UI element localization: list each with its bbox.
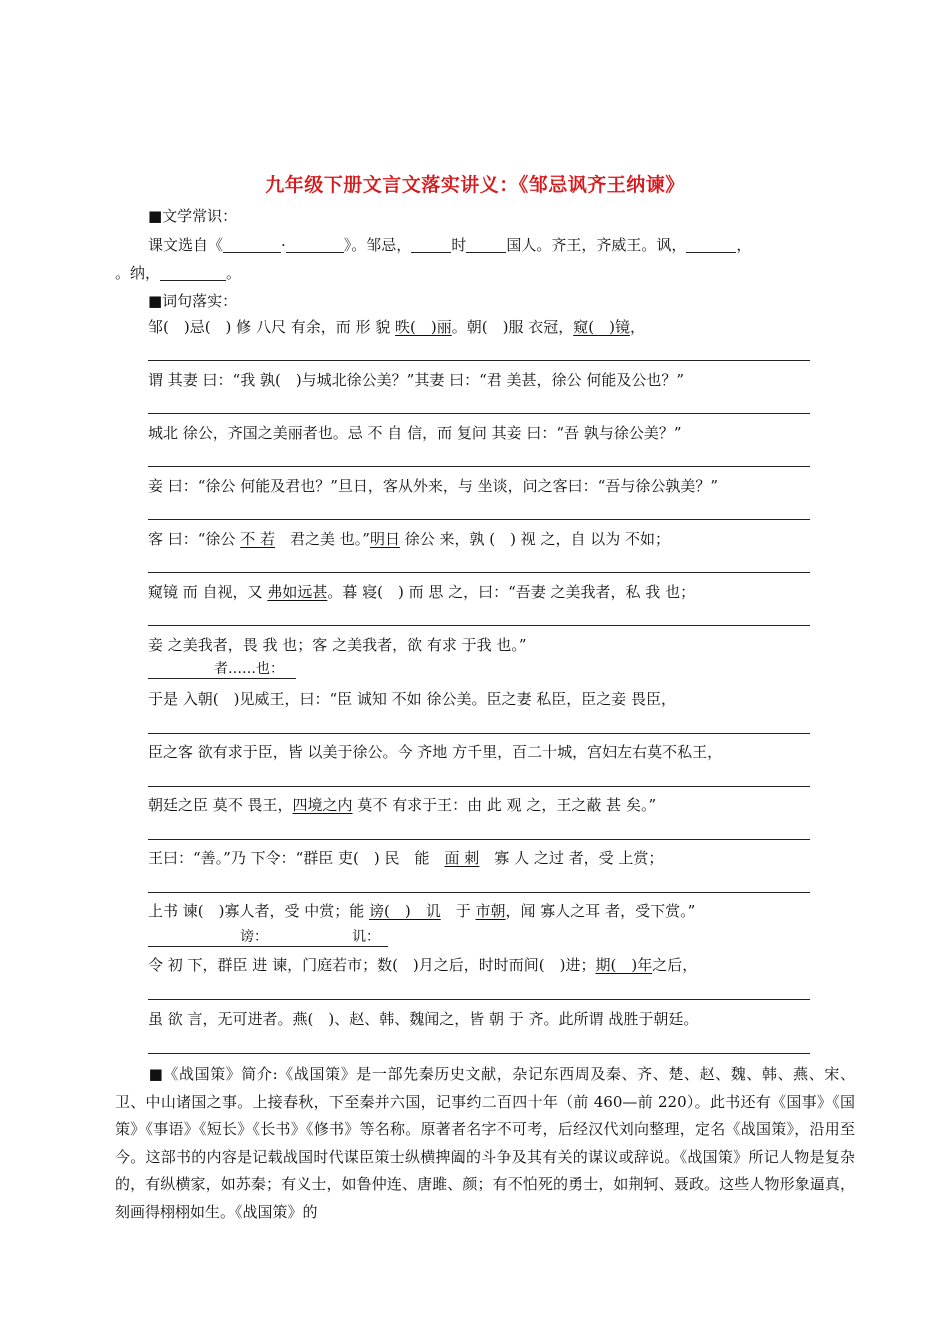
literature-line-1: 课文选自《 · 》。邹忌， 时 国人。齐王，齐威王。讽， ，	[148, 236, 752, 254]
answer-rule	[148, 733, 810, 734]
text-line-14: 虽 欲 言，无可进者。燕( )、赵、韩、魏闻之，皆 朝 于 齐。此所谓 战胜于朝廷。	[148, 1010, 699, 1028]
text-line-1: 邹( )忌( ) 修 八尺 有余，而 形 貌 昳( )丽。朝( )服 衣冠，窥( )镜，	[148, 318, 645, 336]
answer-rule	[148, 1053, 810, 1054]
answer-rule	[148, 625, 810, 626]
text-line-4: 妾 曰：“徐公 何能及君也？”旦日，客从外来，与 坐谈，问之客曰：“吾与徐公孰美？”	[148, 477, 718, 495]
answer-rule	[148, 413, 810, 414]
text-line-2: 谓 其妻 曰：“我 孰( )与城北徐公美？”其妻 曰：“君 美甚，徐公 何能及公也？”	[148, 371, 684, 389]
answer-rule	[148, 519, 810, 520]
answer-rule	[148, 572, 810, 573]
blank-state	[466, 237, 506, 253]
answer-rule	[148, 999, 810, 1000]
blank-era	[411, 237, 451, 253]
section-literature-heading: ■文学常识：	[148, 207, 238, 225]
blank-chapter	[286, 237, 344, 253]
text-line-5: 客 曰：“徐公 不 若 君之美 也。”明日 徐公 来，孰 ( ) 视 之，自 以为 不如；	[148, 530, 671, 548]
zhanguoce-intro-paragraph: ■《战国策》简介:《战国策》是一部先秦历史文献，杂记东西周及秦、齐、楚、赵、魏、韩、燕、宋、卫、中山诸国之事。上接春秋，下至秦并六国，记事约二百四十年（前 460—前 220）。此书还有《国事》《国策》《事语》《短长》《长书》《修书》等名称。原著者名字不可考，后经汉代刘向整理，定名《战国策》，沿用至今。这部书的内容是记载战国时代谋臣策士纵横捭阖的斗争及其有关的谋议或辞说。《战国策》所记人物是复杂的，有纵横家，如苏秦；有义士，如鲁仲连、唐雎、颜；有不怕死的勇士，如荆轲、聂政。这些人物形象逼真，刻画得栩栩如生。《战国策》的	[115, 1065, 855, 1221]
answer-rule	[148, 360, 810, 361]
note-zhe-ye: 者……也：	[148, 660, 296, 679]
answer-rule	[148, 892, 810, 893]
note-bang-ji: 谤： 讥：	[148, 928, 388, 947]
blank-book	[223, 237, 281, 253]
text-line-12: 上书 谏( )寡人者，受 中赏；能 谤( ) 讥 于 市朝，闻 寡人之耳 者，受下赏。”	[148, 902, 696, 920]
text-line-3: 城北 徐公，齐国之美丽者也。忌 不 自 信，而 复问 其妾 曰：“吾 孰与徐公美？”	[148, 424, 682, 442]
text-line-10: 朝廷之臣 莫不 畏王，四境之内 莫不 有求于王：由 此 观 之，王之蔽 甚 矣。”	[148, 796, 657, 814]
page-title: 九年级下册文言文落实讲义：《邹忌讽齐王纳谏》	[265, 174, 685, 196]
answer-rule	[148, 839, 810, 840]
answer-rule	[148, 466, 810, 467]
text-line-7: 妾 之美我者，畏 我 也；客 之美我者，欲 有求 于我 也。”	[148, 636, 527, 654]
text-line-6: 窥镜 而 自视，又 弗如远甚。暮 寝( ) 而 思 之，曰：“吾妻 之美我者，私 我 也；	[148, 583, 696, 601]
text-line-13: 令 初 下，群臣 进 谏，门庭若市；数( )月之后，时时而间( )进；期( )年之后，	[148, 956, 698, 974]
text-line-9: 臣之客 欲有求于臣，皆 以美于徐公。今 齐地 方千里，百二十城，宫妇左右莫不私王，	[148, 743, 723, 761]
answer-rule	[148, 786, 810, 787]
text-line-8: 于是 入朝( )见威王，曰：“臣 诚知 不如 徐公美。臣之妻 私臣，臣之妾 畏臣，	[148, 690, 676, 708]
section-sentences-heading: ■词句落实：	[148, 292, 238, 310]
blank-na	[160, 265, 226, 281]
blank-feng	[686, 237, 736, 253]
literature-line-2: 。纳， 。	[115, 264, 242, 282]
text-line-11: 王曰：“善。”乃 下令：“群臣 吏( ) 民 能 面 刺 寡 人 之过 者，受 上赏；	[148, 849, 664, 867]
